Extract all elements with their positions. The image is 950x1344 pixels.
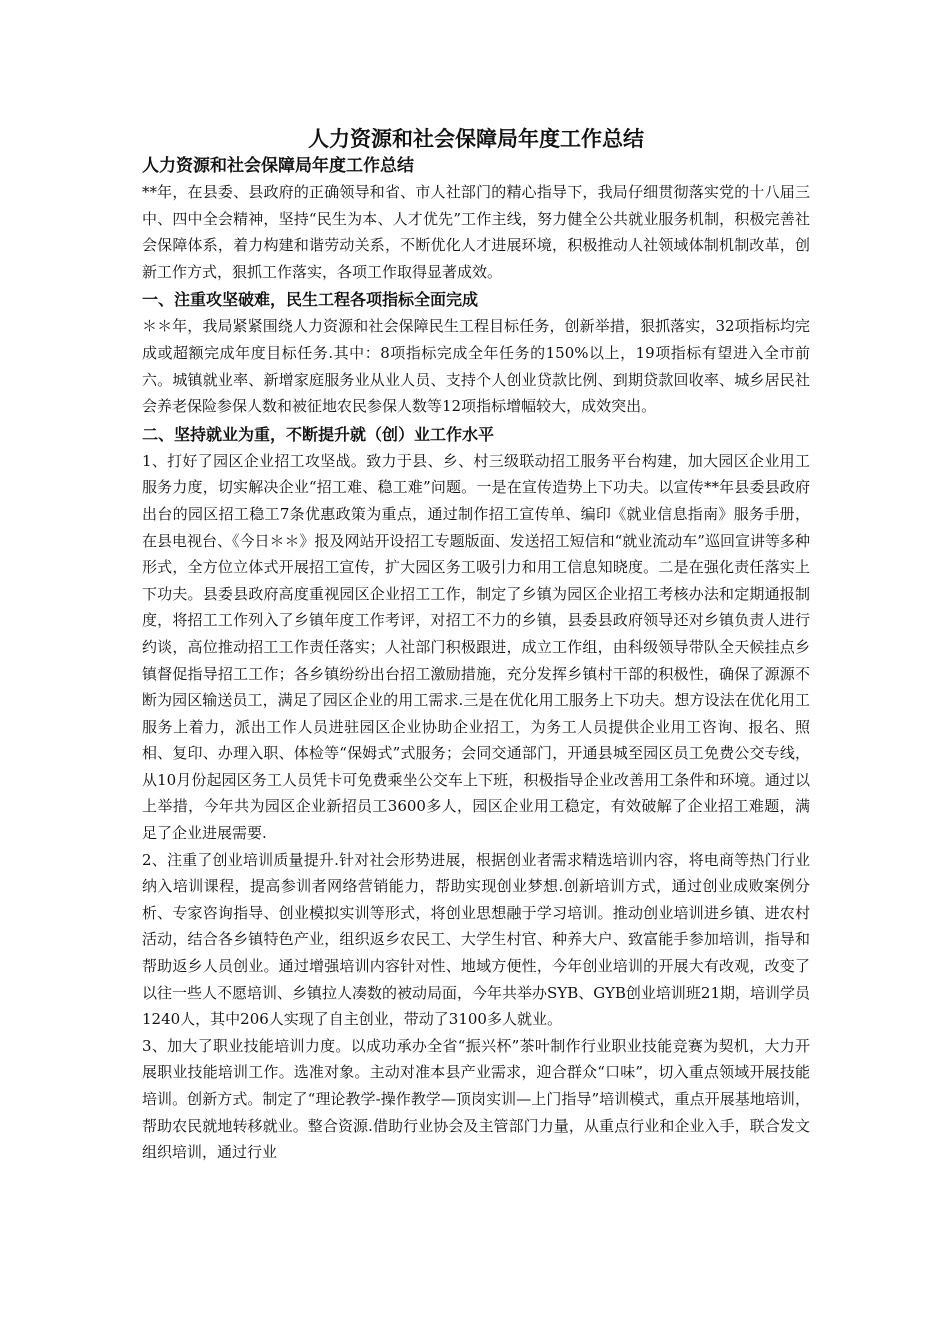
document-subtitle: 人力资源和社会保障局年度工作总结 (142, 156, 414, 176)
section-2-item-2: 2、注重了创业培训质量提升.针对社会形势进展，根据创业者需求精选培训内容，将电商等热门行业纳入培训课程，提高参训者网络营销能力，帮助实现创业梦想.创新培训方式，通过创业成败案例分析、专家咨询指导、创业模拟实训等形式，将创业思想融于学习培训。推动创业培训进乡镇、进农村活动，结合各乡镇特色产业，组织返乡农民工、大学生村官、种养大户、致富能手参加培训，指导和帮助返乡人员创业。通过增强培训内容针对性、地域方便性，今年创业培训的开展大有改观，改变了以往一些人不愿培训、乡镇拉人凑数的被动局面，今年共举办SYB、GYB创业培训班21期，培训学员1240人，其中206人实现了自主创业，带动了3100多人就业。 (142, 850, 810, 1029)
document-title: 人力资源和社会保障局年度工作总结 (308, 127, 644, 151)
intro-paragraph: **年，在县委、县政府的正确领导和省、市人社部门的精心指导下，我局仔细贯彻落实党的十八届三中、四中全会精神，坚持“民生为本、人才优先”工作主线，努力健全公共就业服务机制，积极完善社会保障体系，着力构建和谐劳动关系，不断优化人才进展环境，积极推动人社领域体制机制改革，创新工作方式，狠抓工作落实，各项工作取得显著成效。 (142, 183, 810, 281)
document-page (142, 124, 810, 1166)
section-1-paragraph: ＊＊年，我局紧紧围绕人力资源和社会保障民生工程目标任务，创新举措，狠抓落实，32项指标均完成或超额完成年度目标任务.其中：8项指标完成全年任务的150%以上，19项指标有望进入全市前六。城镇就业率、新增家庭服务业从业人员、支持个人创业贷款比例、到期贷款回收率、城乡居民社会养老保险参保人数和被征地农民参保人数等12项指标增幅较大，成效突出。 (142, 317, 810, 416)
section-2-heading: 二、坚持就业为重，不断提升就（创）业工作水平 (142, 424, 495, 444)
section-2-item-3: 3、加大了职业技能培训力度。以成功承办全省“振兴杯”茶叶制作行业职业技能竞赛为契机，大力开展职业技能培训工作。选准对象。主动对准本县产业需求，迎合群众“口味”，切入重点领域开展技能培训。创新方式。制定了“理论教学-操作教学—顶岗实训—上门指导”培训模式，重点开展基地培训，帮助农民就地转移就业。整合资源.借助行业协会及主管部门力量，从重点行业和企业入手，联合发文组织培训，通过行业 (142, 1036, 810, 1162)
section-2-item-1: 1、打好了园区企业招工攻坚战。致力于县、乡、村三级联动招工服务平台构建，加大园区企业用工服务力度，切实解决企业“招工难、稳工难”问题。一是在宣传造势上下功夫。以宣传**年县委县政府出台的园区招工稳工7条优惠政策为重点，通过制作招工宣传单、编印《就业信息指南》服务手册，在县电视台、《今日＊＊》报及网站开设招工专题版面、发送招工短信和“就业流动车”巡回宣讲等多种形式，全方位立体式开展招工宣传，扩大园区务工吸引力和用工信息知晓度。二是在强化责任落实上下功夫。县委县政府高度重视园区企业招工工作，制定了乡镇为园区企业招工考核办法和定期通报制度，将招工工作列入了乡镇年度工作考评，对招工不力的乡镇，县委县政府领导还对乡镇负责人进行约谈，高位推动招工工作责任落实；人社部门积极跟进，成立工作组，由科级领导带队全天候挂点乡镇督促指导招工工作；各乡镇纷纷出台招工激励措施，充分发挥乡镇村干部的积极性，确保了源源不断为园区输送员工，满足了园区企业的用工需求.三是在优化用工服务上下功夫。想方设法在优化用工服务上着力，派出工作人员进驻园区企业协助企业招工，为务工人员提供企业用工咨询、报名、照相、复印、办理入职、体检等“保姆式”式服务；会同交通部门，开通县城至园区员工免费公交专线，从10月份起园区务工人员凭卡可免费乘坐公交车上下班，积极指导企业改善用工条件和环境。通过以上举措，今年共为园区企业新招员工3600多人，园区企业用工稳定，有效破解了企业招工难题，满足了企业进展需要. (142, 451, 810, 843)
section-1-heading: 一、注重攻坚破难，民生工程各项指标全面完成 (142, 290, 479, 310)
